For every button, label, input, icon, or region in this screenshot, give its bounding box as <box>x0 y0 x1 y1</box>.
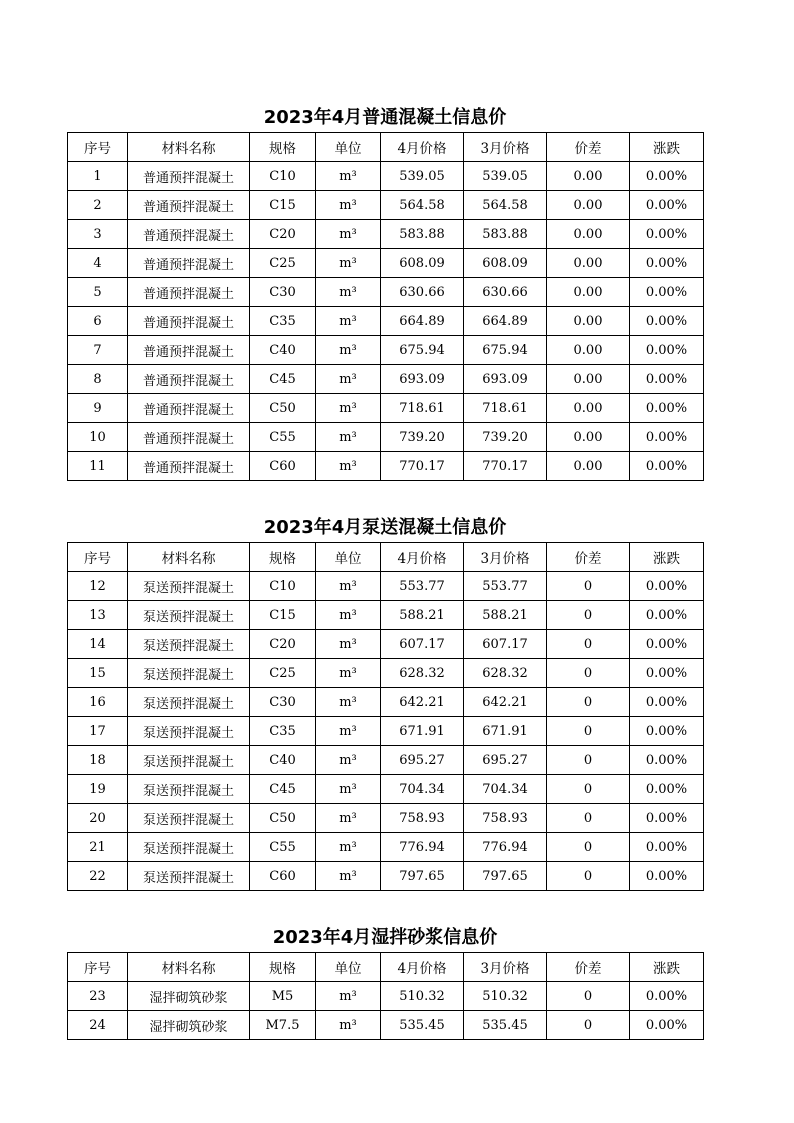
column-header: 序号 <box>68 133 128 162</box>
march-price-cell: 693.09 <box>464 365 547 394</box>
column-header: 3月价格 <box>464 133 547 162</box>
march-price-cell: 628.32 <box>464 659 547 688</box>
unit-cell: m³ <box>316 307 381 336</box>
index-cell: 7 <box>68 336 128 365</box>
material-name-cell: 泵送预拌混凝土 <box>128 746 250 775</box>
march-price-cell: 539.05 <box>464 162 547 191</box>
change-pct-cell: 0.00% <box>630 717 704 746</box>
change-pct-cell: 0.00% <box>630 601 704 630</box>
unit-cell: m³ <box>316 191 381 220</box>
column-header: 价差 <box>547 953 630 982</box>
march-price-cell: 776.94 <box>464 833 547 862</box>
column-header: 涨跌 <box>630 543 704 572</box>
unit-cell: m³ <box>316 1011 381 1040</box>
index-cell: 14 <box>68 630 128 659</box>
change-pct-cell: 0.00% <box>630 982 704 1011</box>
unit-cell: m³ <box>316 746 381 775</box>
march-price-cell: 671.91 <box>464 717 547 746</box>
april-price-cell: 664.89 <box>381 307 464 336</box>
index-cell: 13 <box>68 601 128 630</box>
spec-cell: C25 <box>250 659 316 688</box>
april-price-cell: 553.77 <box>381 572 464 601</box>
material-name-cell: 普通预拌混凝土 <box>128 249 250 278</box>
index-cell: 1 <box>68 162 128 191</box>
unit-cell: m³ <box>316 688 381 717</box>
spec-cell: C40 <box>250 336 316 365</box>
april-price-cell: 693.09 <box>381 365 464 394</box>
table-header-row <box>68 133 704 162</box>
table-row <box>68 746 704 775</box>
spec-cell: C30 <box>250 688 316 717</box>
march-price-cell: 510.32 <box>464 982 547 1011</box>
price-diff-cell: 0 <box>547 688 630 717</box>
material-name-cell: 普通预拌混凝土 <box>128 394 250 423</box>
march-price-cell: 588.21 <box>464 601 547 630</box>
change-pct-cell: 0.00% <box>630 394 704 423</box>
table-row <box>68 278 704 307</box>
column-header: 3月价格 <box>464 953 547 982</box>
unit-cell: m³ <box>316 162 381 191</box>
april-price-cell: 607.17 <box>381 630 464 659</box>
march-price-cell: 642.21 <box>464 688 547 717</box>
change-pct-cell: 0.00% <box>630 249 704 278</box>
price-diff-cell: 0.00 <box>547 336 630 365</box>
april-price-cell: 535.45 <box>381 1011 464 1040</box>
march-price-cell: 564.58 <box>464 191 547 220</box>
price-diff-cell: 0 <box>547 862 630 891</box>
spec-cell: C40 <box>250 746 316 775</box>
index-cell: 11 <box>68 452 128 481</box>
price-diff-cell: 0 <box>547 833 630 862</box>
april-price-cell: 539.05 <box>381 162 464 191</box>
spec-cell: C10 <box>250 162 316 191</box>
price-diff-cell: 0 <box>547 982 630 1011</box>
material-name-cell: 普通预拌混凝土 <box>128 452 250 481</box>
column-header: 材料名称 <box>128 133 250 162</box>
section-ordinary-concrete <box>67 104 703 481</box>
index-cell: 16 <box>68 688 128 717</box>
april-price-cell: 695.27 <box>381 746 464 775</box>
april-price-cell: 739.20 <box>381 423 464 452</box>
table-row <box>68 630 704 659</box>
change-pct-cell: 0.00% <box>630 572 704 601</box>
spec-cell: C45 <box>250 775 316 804</box>
spec-cell: M5 <box>250 982 316 1011</box>
price-diff-cell: 0 <box>547 630 630 659</box>
spec-cell: C20 <box>250 630 316 659</box>
change-pct-cell: 0.00% <box>630 746 704 775</box>
april-price-cell: 675.94 <box>381 336 464 365</box>
march-price-cell: 770.17 <box>464 452 547 481</box>
material-name-cell: 泵送预拌混凝土 <box>128 862 250 891</box>
column-header: 单位 <box>316 543 381 572</box>
price-diff-cell: 0 <box>547 1011 630 1040</box>
change-pct-cell: 0.00% <box>630 423 704 452</box>
table-row <box>68 804 704 833</box>
unit-cell: m³ <box>316 452 381 481</box>
change-pct-cell: 0.00% <box>630 862 704 891</box>
index-cell: 6 <box>68 307 128 336</box>
column-header: 序号 <box>68 543 128 572</box>
price-diff-cell: 0 <box>547 572 630 601</box>
table-row <box>68 982 704 1011</box>
unit-cell: m³ <box>316 365 381 394</box>
unit-cell: m³ <box>316 336 381 365</box>
april-price-cell: 797.65 <box>381 862 464 891</box>
april-price-cell: 630.66 <box>381 278 464 307</box>
material-name-cell: 泵送预拌混凝土 <box>128 688 250 717</box>
change-pct-cell: 0.00% <box>630 365 704 394</box>
section-title: 2023年4月普通混凝土信息价 <box>263 107 507 128</box>
table-row <box>68 717 704 746</box>
price-diff-cell: 0.00 <box>547 365 630 394</box>
material-name-cell: 泵送预拌混凝土 <box>128 717 250 746</box>
column-header: 4月价格 <box>381 133 464 162</box>
column-header: 单位 <box>316 133 381 162</box>
material-name-cell: 普通预拌混凝土 <box>128 423 250 452</box>
spec-cell: C25 <box>250 249 316 278</box>
column-header: 价差 <box>547 543 630 572</box>
april-price-cell: 770.17 <box>381 452 464 481</box>
column-header: 4月价格 <box>381 953 464 982</box>
march-price-cell: 739.20 <box>464 423 547 452</box>
table-row <box>68 862 704 891</box>
change-pct-cell: 0.00% <box>630 307 704 336</box>
index-cell: 23 <box>68 982 128 1011</box>
spec-cell: C35 <box>250 717 316 746</box>
table-row <box>68 365 704 394</box>
april-price-cell: 628.32 <box>381 659 464 688</box>
march-price-cell: 630.66 <box>464 278 547 307</box>
price-diff-cell: 0.00 <box>547 394 630 423</box>
column-header: 涨跌 <box>630 133 704 162</box>
change-pct-cell: 0.00% <box>630 220 704 249</box>
material-name-cell: 湿拌砌筑砂浆 <box>128 982 250 1011</box>
table-row <box>68 833 704 862</box>
index-cell: 20 <box>68 804 128 833</box>
spec-cell: C15 <box>250 191 316 220</box>
march-price-cell: 664.89 <box>464 307 547 336</box>
price-diff-cell: 0 <box>547 775 630 804</box>
price-diff-cell: 0.00 <box>547 220 630 249</box>
price-diff-cell: 0.00 <box>547 249 630 278</box>
april-price-cell: 758.93 <box>381 804 464 833</box>
unit-cell: m³ <box>316 717 381 746</box>
price-diff-cell: 0.00 <box>547 191 630 220</box>
column-header: 序号 <box>68 953 128 982</box>
material-name-cell: 泵送预拌混凝土 <box>128 572 250 601</box>
april-price-cell: 704.34 <box>381 775 464 804</box>
spec-cell: M7.5 <box>250 1011 316 1040</box>
march-price-cell: 535.45 <box>464 1011 547 1040</box>
unit-cell: m³ <box>316 775 381 804</box>
spec-cell: C30 <box>250 278 316 307</box>
price-diff-cell: 0 <box>547 601 630 630</box>
material-name-cell: 普通预拌混凝土 <box>128 336 250 365</box>
material-name-cell: 普通预拌混凝土 <box>128 307 250 336</box>
material-name-cell: 普通预拌混凝土 <box>128 191 250 220</box>
march-price-cell: 608.09 <box>464 249 547 278</box>
spec-cell: C50 <box>250 394 316 423</box>
material-name-cell: 泵送预拌混凝土 <box>128 775 250 804</box>
material-name-cell: 泵送预拌混凝土 <box>128 601 250 630</box>
price-diff-cell: 0.00 <box>547 307 630 336</box>
table-row <box>68 423 704 452</box>
table-row <box>68 659 704 688</box>
table-row <box>68 572 704 601</box>
march-price-cell: 704.34 <box>464 775 547 804</box>
april-price-cell: 583.88 <box>381 220 464 249</box>
column-header: 规格 <box>250 133 316 162</box>
table-row <box>68 601 704 630</box>
change-pct-cell: 0.00% <box>630 804 704 833</box>
index-cell: 3 <box>68 220 128 249</box>
spec-cell: C10 <box>250 572 316 601</box>
table-row <box>68 336 704 365</box>
unit-cell: m³ <box>316 659 381 688</box>
spec-cell: C55 <box>250 833 316 862</box>
spec-cell: C20 <box>250 220 316 249</box>
table-row <box>68 688 704 717</box>
march-price-cell: 583.88 <box>464 220 547 249</box>
material-name-cell: 湿拌砌筑砂浆 <box>128 1011 250 1040</box>
index-cell: 4 <box>68 249 128 278</box>
change-pct-cell: 0.00% <box>630 162 704 191</box>
unit-cell: m³ <box>316 423 381 452</box>
column-header: 材料名称 <box>128 953 250 982</box>
march-price-cell: 607.17 <box>464 630 547 659</box>
index-cell: 2 <box>68 191 128 220</box>
april-price-cell: 642.21 <box>381 688 464 717</box>
price-diff-cell: 0 <box>547 746 630 775</box>
price-diff-cell: 0 <box>547 659 630 688</box>
price-table <box>67 952 704 1040</box>
spec-cell: C15 <box>250 601 316 630</box>
index-cell: 9 <box>68 394 128 423</box>
april-price-cell: 510.32 <box>381 982 464 1011</box>
column-header: 单位 <box>316 953 381 982</box>
change-pct-cell: 0.00% <box>630 688 704 717</box>
unit-cell: m³ <box>316 220 381 249</box>
change-pct-cell: 0.00% <box>630 336 704 365</box>
unit-cell: m³ <box>316 394 381 423</box>
april-price-cell: 671.91 <box>381 717 464 746</box>
index-cell: 15 <box>68 659 128 688</box>
spec-cell: C55 <box>250 423 316 452</box>
unit-cell: m³ <box>316 630 381 659</box>
march-price-cell: 718.61 <box>464 394 547 423</box>
unit-cell: m³ <box>316 982 381 1011</box>
price-diff-cell: 0.00 <box>547 452 630 481</box>
unit-cell: m³ <box>316 804 381 833</box>
column-header: 价差 <box>547 133 630 162</box>
table-row <box>68 775 704 804</box>
table-row <box>68 220 704 249</box>
price-diff-cell: 0.00 <box>547 162 630 191</box>
table-row <box>68 162 704 191</box>
march-price-cell: 758.93 <box>464 804 547 833</box>
change-pct-cell: 0.00% <box>630 775 704 804</box>
spec-cell: C35 <box>250 307 316 336</box>
march-price-cell: 553.77 <box>464 572 547 601</box>
april-price-cell: 588.21 <box>381 601 464 630</box>
index-cell: 18 <box>68 746 128 775</box>
index-cell: 17 <box>68 717 128 746</box>
material-name-cell: 泵送预拌混凝土 <box>128 659 250 688</box>
table-row <box>68 394 704 423</box>
unit-cell: m³ <box>316 278 381 307</box>
spec-cell: C50 <box>250 804 316 833</box>
unit-cell: m³ <box>316 572 381 601</box>
unit-cell: m³ <box>316 249 381 278</box>
material-name-cell: 普通预拌混凝土 <box>128 162 250 191</box>
april-price-cell: 564.58 <box>381 191 464 220</box>
column-header: 3月价格 <box>464 543 547 572</box>
column-header: 涨跌 <box>630 953 704 982</box>
column-header: 4月价格 <box>381 543 464 572</box>
change-pct-cell: 0.00% <box>630 833 704 862</box>
table-row <box>68 191 704 220</box>
material-name-cell: 泵送预拌混凝土 <box>128 804 250 833</box>
price-diff-cell: 0.00 <box>547 278 630 307</box>
column-header: 规格 <box>250 953 316 982</box>
table-row <box>68 452 704 481</box>
unit-cell: m³ <box>316 601 381 630</box>
change-pct-cell: 0.00% <box>630 278 704 307</box>
table-header-row <box>68 543 704 572</box>
change-pct-cell: 0.00% <box>630 630 704 659</box>
price-diff-cell: 0 <box>547 717 630 746</box>
march-price-cell: 675.94 <box>464 336 547 365</box>
section-wet-mortar <box>67 924 703 1040</box>
table-row <box>68 249 704 278</box>
column-header: 材料名称 <box>128 543 250 572</box>
index-cell: 10 <box>68 423 128 452</box>
price-diff-cell: 0 <box>547 804 630 833</box>
spec-cell: C45 <box>250 365 316 394</box>
april-price-cell: 718.61 <box>381 394 464 423</box>
index-cell: 24 <box>68 1011 128 1040</box>
change-pct-cell: 0.00% <box>630 1011 704 1040</box>
spec-cell: C60 <box>250 452 316 481</box>
april-price-cell: 608.09 <box>381 249 464 278</box>
material-name-cell: 泵送预拌混凝土 <box>128 630 250 659</box>
table-row <box>68 307 704 336</box>
price-table <box>67 132 704 481</box>
index-cell: 19 <box>68 775 128 804</box>
index-cell: 8 <box>68 365 128 394</box>
index-cell: 12 <box>68 572 128 601</box>
table-header-row <box>68 953 704 982</box>
price-diff-cell: 0.00 <box>547 423 630 452</box>
unit-cell: m³ <box>316 833 381 862</box>
section-pumped-concrete <box>67 514 703 891</box>
index-cell: 21 <box>68 833 128 862</box>
section-title: 2023年4月湿拌砂浆信息价 <box>272 927 498 948</box>
section-title: 2023年4月泵送混凝土信息价 <box>263 517 507 538</box>
spec-cell: C60 <box>250 862 316 891</box>
index-cell: 22 <box>68 862 128 891</box>
material-name-cell: 泵送预拌混凝土 <box>128 833 250 862</box>
march-price-cell: 695.27 <box>464 746 547 775</box>
change-pct-cell: 0.00% <box>630 452 704 481</box>
april-price-cell: 776.94 <box>381 833 464 862</box>
change-pct-cell: 0.00% <box>630 191 704 220</box>
index-cell: 5 <box>68 278 128 307</box>
table-row <box>68 1011 704 1040</box>
material-name-cell: 普通预拌混凝土 <box>128 220 250 249</box>
unit-cell: m³ <box>316 862 381 891</box>
material-name-cell: 普通预拌混凝土 <box>128 278 250 307</box>
column-header: 规格 <box>250 543 316 572</box>
march-price-cell: 797.65 <box>464 862 547 891</box>
change-pct-cell: 0.00% <box>630 659 704 688</box>
material-name-cell: 普通预拌混凝土 <box>128 365 250 394</box>
price-table <box>67 542 704 891</box>
